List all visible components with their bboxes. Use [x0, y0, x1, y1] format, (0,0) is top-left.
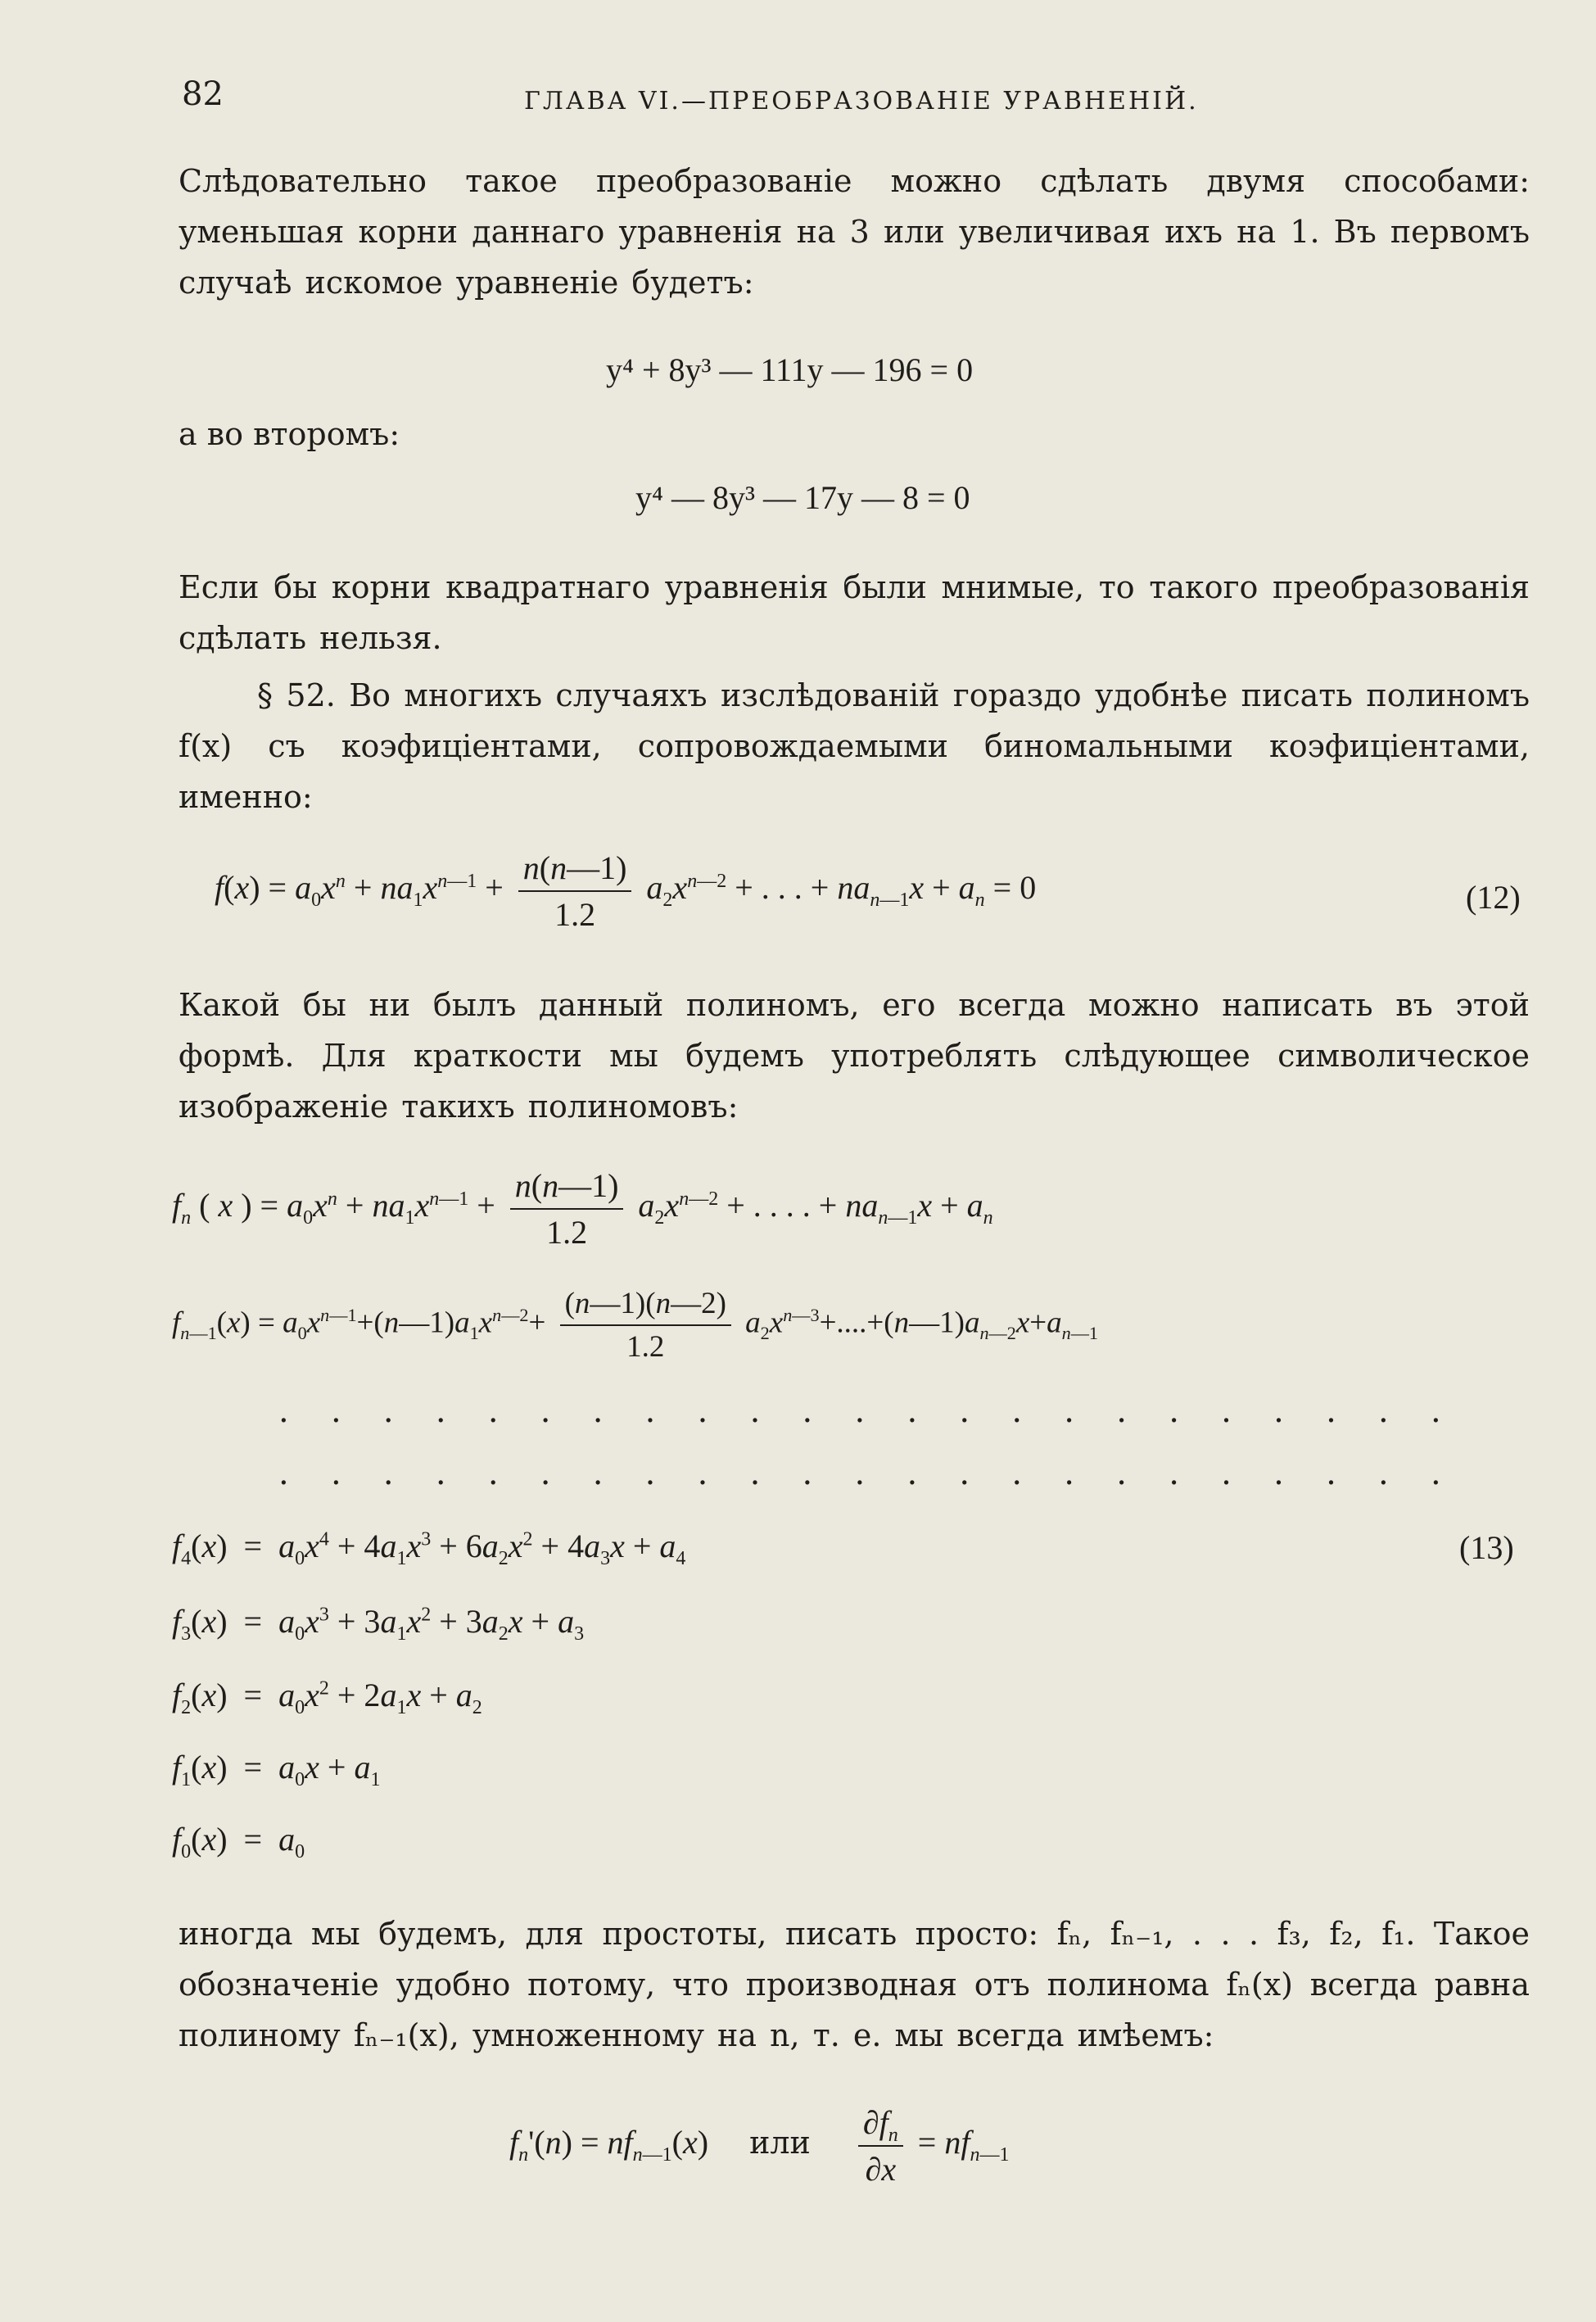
equation-f1: $f_1(x) = a_0x + a_1$ — [172, 1749, 381, 1790]
equation-12: $f(x) = a_0x^n + na_1x^{n—1}$ + $\frac{n(n—1)}{1.2}$ $a_2x^{n—2}$ + . . . + $na_{n—1}x + a_n = 0$ — [215, 849, 1037, 933]
equation-1: y⁴ + 8y³ — 111y — 196 = 0 — [606, 351, 974, 388]
running-head: ГЛАВА VI.—ПРЕОБРАЗОВАНІЕ УРАВНЕНІЙ. — [524, 87, 1199, 115]
equation-f0: $f_0(x) = a_0$ — [172, 1821, 305, 1863]
word-or: или — [749, 2125, 811, 2161]
text-second: а во второмъ: — [179, 416, 400, 452]
equation-number-12: (12) — [1466, 879, 1521, 916]
equation-derivative: $f_n'(n) = nf_{n—1}(x)$ или $\frac{\partial f_n}{\partial x}$ = $nf_{n—1}$ — [509, 2104, 1010, 2188]
equation-2: y⁴ — 8y³ — 17y — 8 = 0 — [635, 479, 970, 516]
equation-fn: $f_n$ ( x ) = $a_0x^n + na_1x^{n—1}$ + $\frac{n(n—1)}{1.2}$ $a_2x^{n—2}$ + . . . . + $na_{n—1}x + a_n$ — [172, 1167, 993, 1251]
page-number: 82 — [182, 75, 224, 113]
ellipsis-row-2: . . . . . . . . . . . . . . . . . . . . . . . — [278, 1455, 1441, 1492]
equation-fn-1: $f_{n—1}(x)$ = $a_0x^{n—1}+(n—1)a_1x^{n—2}+$ $\frac{(n—1)(n—2)}{1.2}$ $a_2x^{n—3}+....+(n—1)a_{n—2}x+a_{n—1}$ — [172, 1287, 1099, 1364]
ellipsis-row-1: . . . . . . . . . . . . . . . . . . . . . . . — [278, 1392, 1441, 1430]
equation-number-13: (13) — [1459, 1529, 1514, 1566]
equation-f3: $f_3(x) = a_0x^3 + 3a_1x^2 + 3a_2x + a_3$ — [172, 1603, 585, 1645]
paragraph-1: Слѣдовательно такое преобразованіе можно сдѣлать двумя способами: уменьшая корни даннаго уравненія на 3 или увеличивая ихъ на 1. Въ первомъ случаѣ искомое уравненіе будетъ: — [179, 163, 1530, 301]
equation-f4: $f_4(x) = a_0x^4 + 4a_1x^3 + 6a_2x^2 + 4a_3x + a_4$ — [172, 1528, 686, 1569]
paragraph-4: Какой бы ни былъ данный полиномъ, его всегда можно написать въ этой формѣ. Для краткости мы будемъ употреблять слѣдующее символическое изображеніе такихъ полиномовъ: — [179, 987, 1530, 1125]
paragraph-5: иногда мы будемъ, для простоты, писать просто: fₙ, fₙ₋₁, . . . f₃, f₂, f₁. Такое обозначеніе удобно потому, что производная отъ полинома fₙ(x) всегда равна полиному fₙ₋₁(x), умноженному на n, т. е. мы всегда имѣемъ: — [179, 1916, 1530, 2053]
paragraph-3: § 52. Во многихъ случаяхъ изслѣдованій гораздо удобнѣе писать полиномъ f(x) съ коэфиціентами, сопровождаемыми биномальными коэфиціентами, именно: — [179, 677, 1530, 815]
equation-f2: $f_2(x) = a_0x^2 + 2a_1x + a_2$ — [172, 1677, 482, 1718]
paragraph-2: Если бы корни квадратнаго уравненія были мнимые, то такого преобразованія сдѣлать нельзя. — [179, 569, 1530, 656]
